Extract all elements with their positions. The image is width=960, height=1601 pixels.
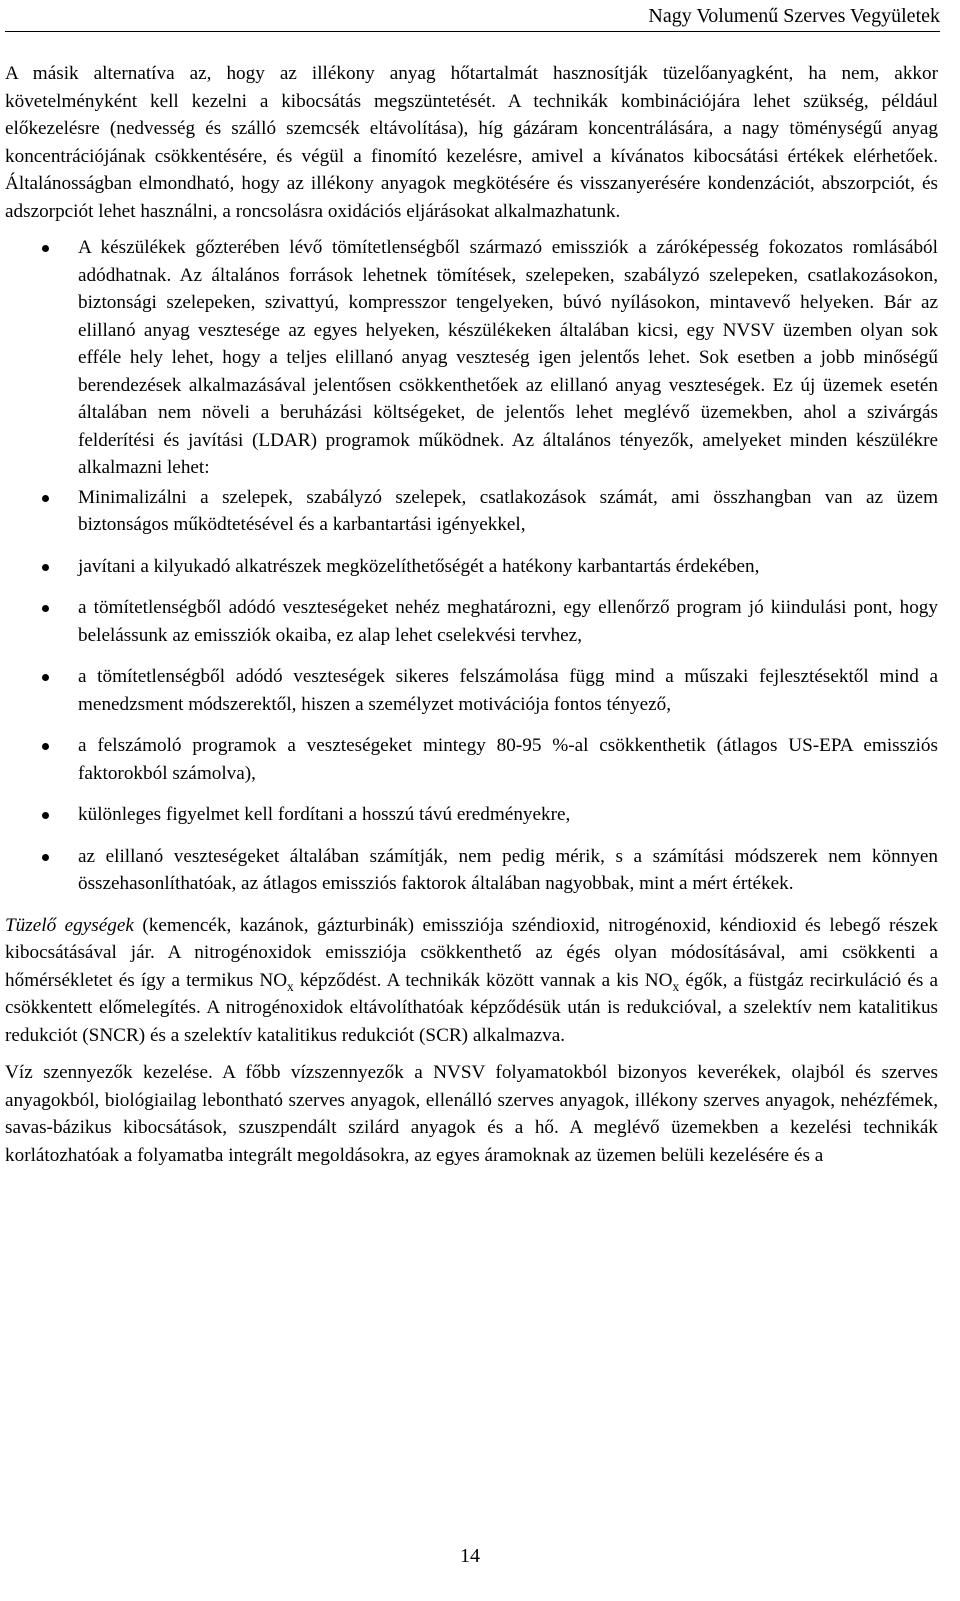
intro-sentence-1: A másik alternatíva az, hogy az illékony anyag hőtartalmát hasznosítják tüzelőanyagként, ha nem, akkor követelményként kell kezelni a kibocsátás megszüntetését. A technikák kombinációjára lehet szükség, például előkezelésre (nedvesség és szálló szemcsék eltávolítása), híg gázáram koncentrálására, a nagy töménységű anyag koncentrációjának csökkentésére, és végül a finomító kezelésre, amivel a kívánatos kibocsátási értékek elérhetőek.	[5, 63, 938, 167]
list-item-text: a tömítetlenségből adódó veszteségeket nehéz meghatározni, egy ellenőrző program jó kiindulási pont, hogy belelássunk az emissziók okaiba, ez alap lehet cselekvési tervhez,	[78, 597, 938, 646]
fuel-text-1: (kemencék, kazánok, gázturbinák) emissziója széndioxid, nitrogénoxid, kéndioxid és lebegő részek kibocsátásával jár. A nitrogénoxidok emissziója csökkenthető az égés olyan módosításával, ami csökkenti a hőmérsékletet és így a termikus NO	[5, 914, 938, 991]
list-item-text: a felszámoló programok a veszteségeket mintegy 80-95 %-al csökkenthetik (átlagos US-EPA emissziós faktorokból számolva),	[78, 735, 938, 784]
header-rule	[5, 31, 940, 32]
bullet-icon	[42, 854, 49, 861]
list-item	[5, 732, 938, 787]
list-item	[5, 663, 938, 718]
list-item-text: különleges figyelmet kell fordítani a hosszú távú eredményekre,	[78, 804, 571, 825]
list-item	[5, 484, 938, 539]
list-item	[5, 843, 938, 898]
bullet-icon	[42, 605, 49, 612]
intro-sentence-2: Általánosságban elmondható, hogy az illékony anyagok megkötésére és visszanyerésére kondenzációt, abszorpciót, és adszorpciót lehet használni, a roncsolásra oxidációs eljárásokat alkalmazhatunk.	[5, 173, 938, 222]
page-body	[5, 60, 938, 1169]
fuel-units-paragraph	[5, 912, 938, 1050]
bullet-icon	[42, 812, 49, 819]
fuel-text-3: égők, a füstgáz recirkuláció és a csökkentett előmelegítés. A nitrogénoxidok eltávolíthatóak képződésük után is redukcióval, a szelektív nem katalitikus redukciót (SNCR) és a szelektív katalitikus redukciót (SCR) alkalmazva.	[5, 969, 938, 1046]
list-item-text: Minimalizálni a szelepek, szabályzó szelepek, csatlakozások számát, ami összhangban van az üzem biztonságos működtetésével és a karbantartási igényekkel,	[78, 486, 938, 535]
water-pollutants-paragraph	[5, 1059, 938, 1169]
bullet-icon	[42, 674, 49, 681]
list-item	[5, 594, 938, 649]
list-item	[5, 234, 938, 482]
bullet-icon	[42, 564, 49, 571]
list-item	[5, 553, 938, 581]
intro-paragraph	[5, 60, 938, 225]
list-item-text: a tömítetlenségből adódó veszteségek sikeres felszámolása függ mind a műszaki fejlesztésektől mind a menedzsment módszerektől, hiszen a személyzet motivációja fontos tényező,	[78, 666, 938, 715]
list-item-text: az elillanó veszteségeket általában számítják, nem pedig mérik, s a számítási módszerek nem könnyen összehasonlíthatóak, az átlagos emissziós faktorok általában nagyobbak, mint a mért értékek.	[78, 845, 938, 894]
bullet-icon	[42, 245, 49, 252]
bullet-icon	[42, 743, 49, 750]
subscript-x: x	[672, 978, 680, 994]
water-pollutants-text: A főbb vízszennyezők a NVSV folyamatokból bizonyos keverékek, olajból és szerves anyagokból, biológiailag lebontható szerves anyagok, ellenálló szerves anyagok, illékony szerves anyagok, nehézfémek, savas-bázikus kibocsátások, szuszpendált szilárd anyagok és a hő. A meglévő üzemekben a kezelési technikák korlátozhatóak a folyamatba integrált megoldásokra, az egyes áramoknak az üzemen belüli kezelésére és a	[5, 1062, 938, 1166]
fuel-units-term: Tüzelő egységek	[5, 914, 134, 936]
water-pollutants-lead: Víz szennyezők kezelése.	[5, 1062, 213, 1083]
bullet-list	[5, 234, 938, 898]
list-item-text: A készülékek gőzterében lévő tömítetlenségből származó emissziók a záróképesség fokozatos romlásából adódhatnak. Az általános források lehetnek tömítések, szelepeken, szabályzó szelepeken, csatlakozásokon, biztonsági szelepeken, szivattyú, kompresszor tengelyeken, búvó nyílásokon, mintavevő helyeken. Bár az elillanó anyag vesztesége az egyes helyeken, készülékeken általában kicsi, egy NVSV üzemben olyan sok efféle hely lehet, hogy a teljes elillanó anyag veszteség igen jelentős lehet. Sok esetben a jobb minőségű berendezések alkalmazásával jelentősen csökkenthetőek az elillanó anyag veszteségek. Ez új üzemek esetén általában nem növeli a beruházási költségeket, de jelentős lehet meglévő üzemekben, ahol a szivárgás felderítési és javítási (LDAR) programok működnek. Az általános tényezők, amelyeket minden készülékre alkalmazni lehet:	[78, 237, 938, 478]
page-number: 14	[460, 1545, 480, 1567]
bullet-icon	[42, 495, 49, 502]
list-item-text: javítani a kilyukadó alkatrészek megközelíthetőségét a hatékony karbantartás érdekében,	[78, 555, 760, 577]
list-item	[5, 801, 938, 829]
fuel-text-2: képződést. A technikák között vannak a kis NO	[293, 969, 673, 991]
subscript-x: x	[287, 978, 294, 994]
running-header: Nagy Volumenű Szerves Vegyületek	[648, 5, 940, 27]
